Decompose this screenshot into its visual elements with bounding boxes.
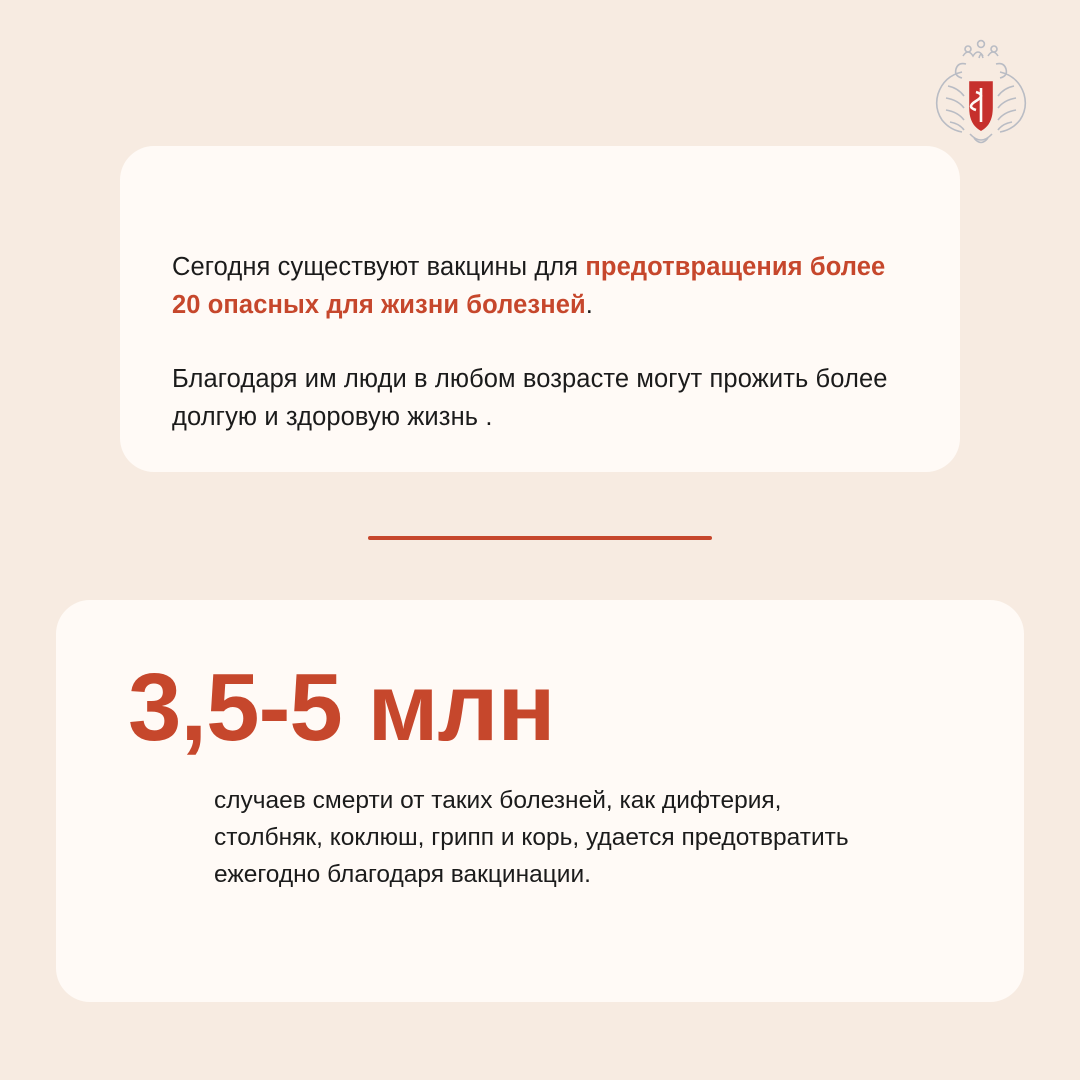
top-card-paragraph-1 bbox=[172, 248, 902, 324]
top-card-text-part1: Сегодня существуют вакцины для bbox=[172, 252, 586, 281]
top-card-highlight: предотвращения более 20 опасных для жизни болезней bbox=[172, 252, 886, 319]
info-card-bottom bbox=[56, 600, 1024, 1002]
statistic-number: 3,5-5 млн bbox=[128, 654, 555, 761]
russian-double-headed-eagle-emblem bbox=[928, 34, 1034, 152]
info-card-top bbox=[120, 146, 960, 472]
top-card-text-part2: . bbox=[585, 290, 593, 319]
top-card-paragraph-2: Благодаря им люди в любом возрасте могут прожить более долгую и здоровую жизнь . bbox=[172, 364, 888, 431]
divider bbox=[368, 536, 712, 540]
statistic-description: случаев смерти от таких болезней, как дифтерия, столбняк, коклюш, грипп и корь, удается предотвратить ежегодно благодаря вакцинации. bbox=[214, 787, 849, 888]
